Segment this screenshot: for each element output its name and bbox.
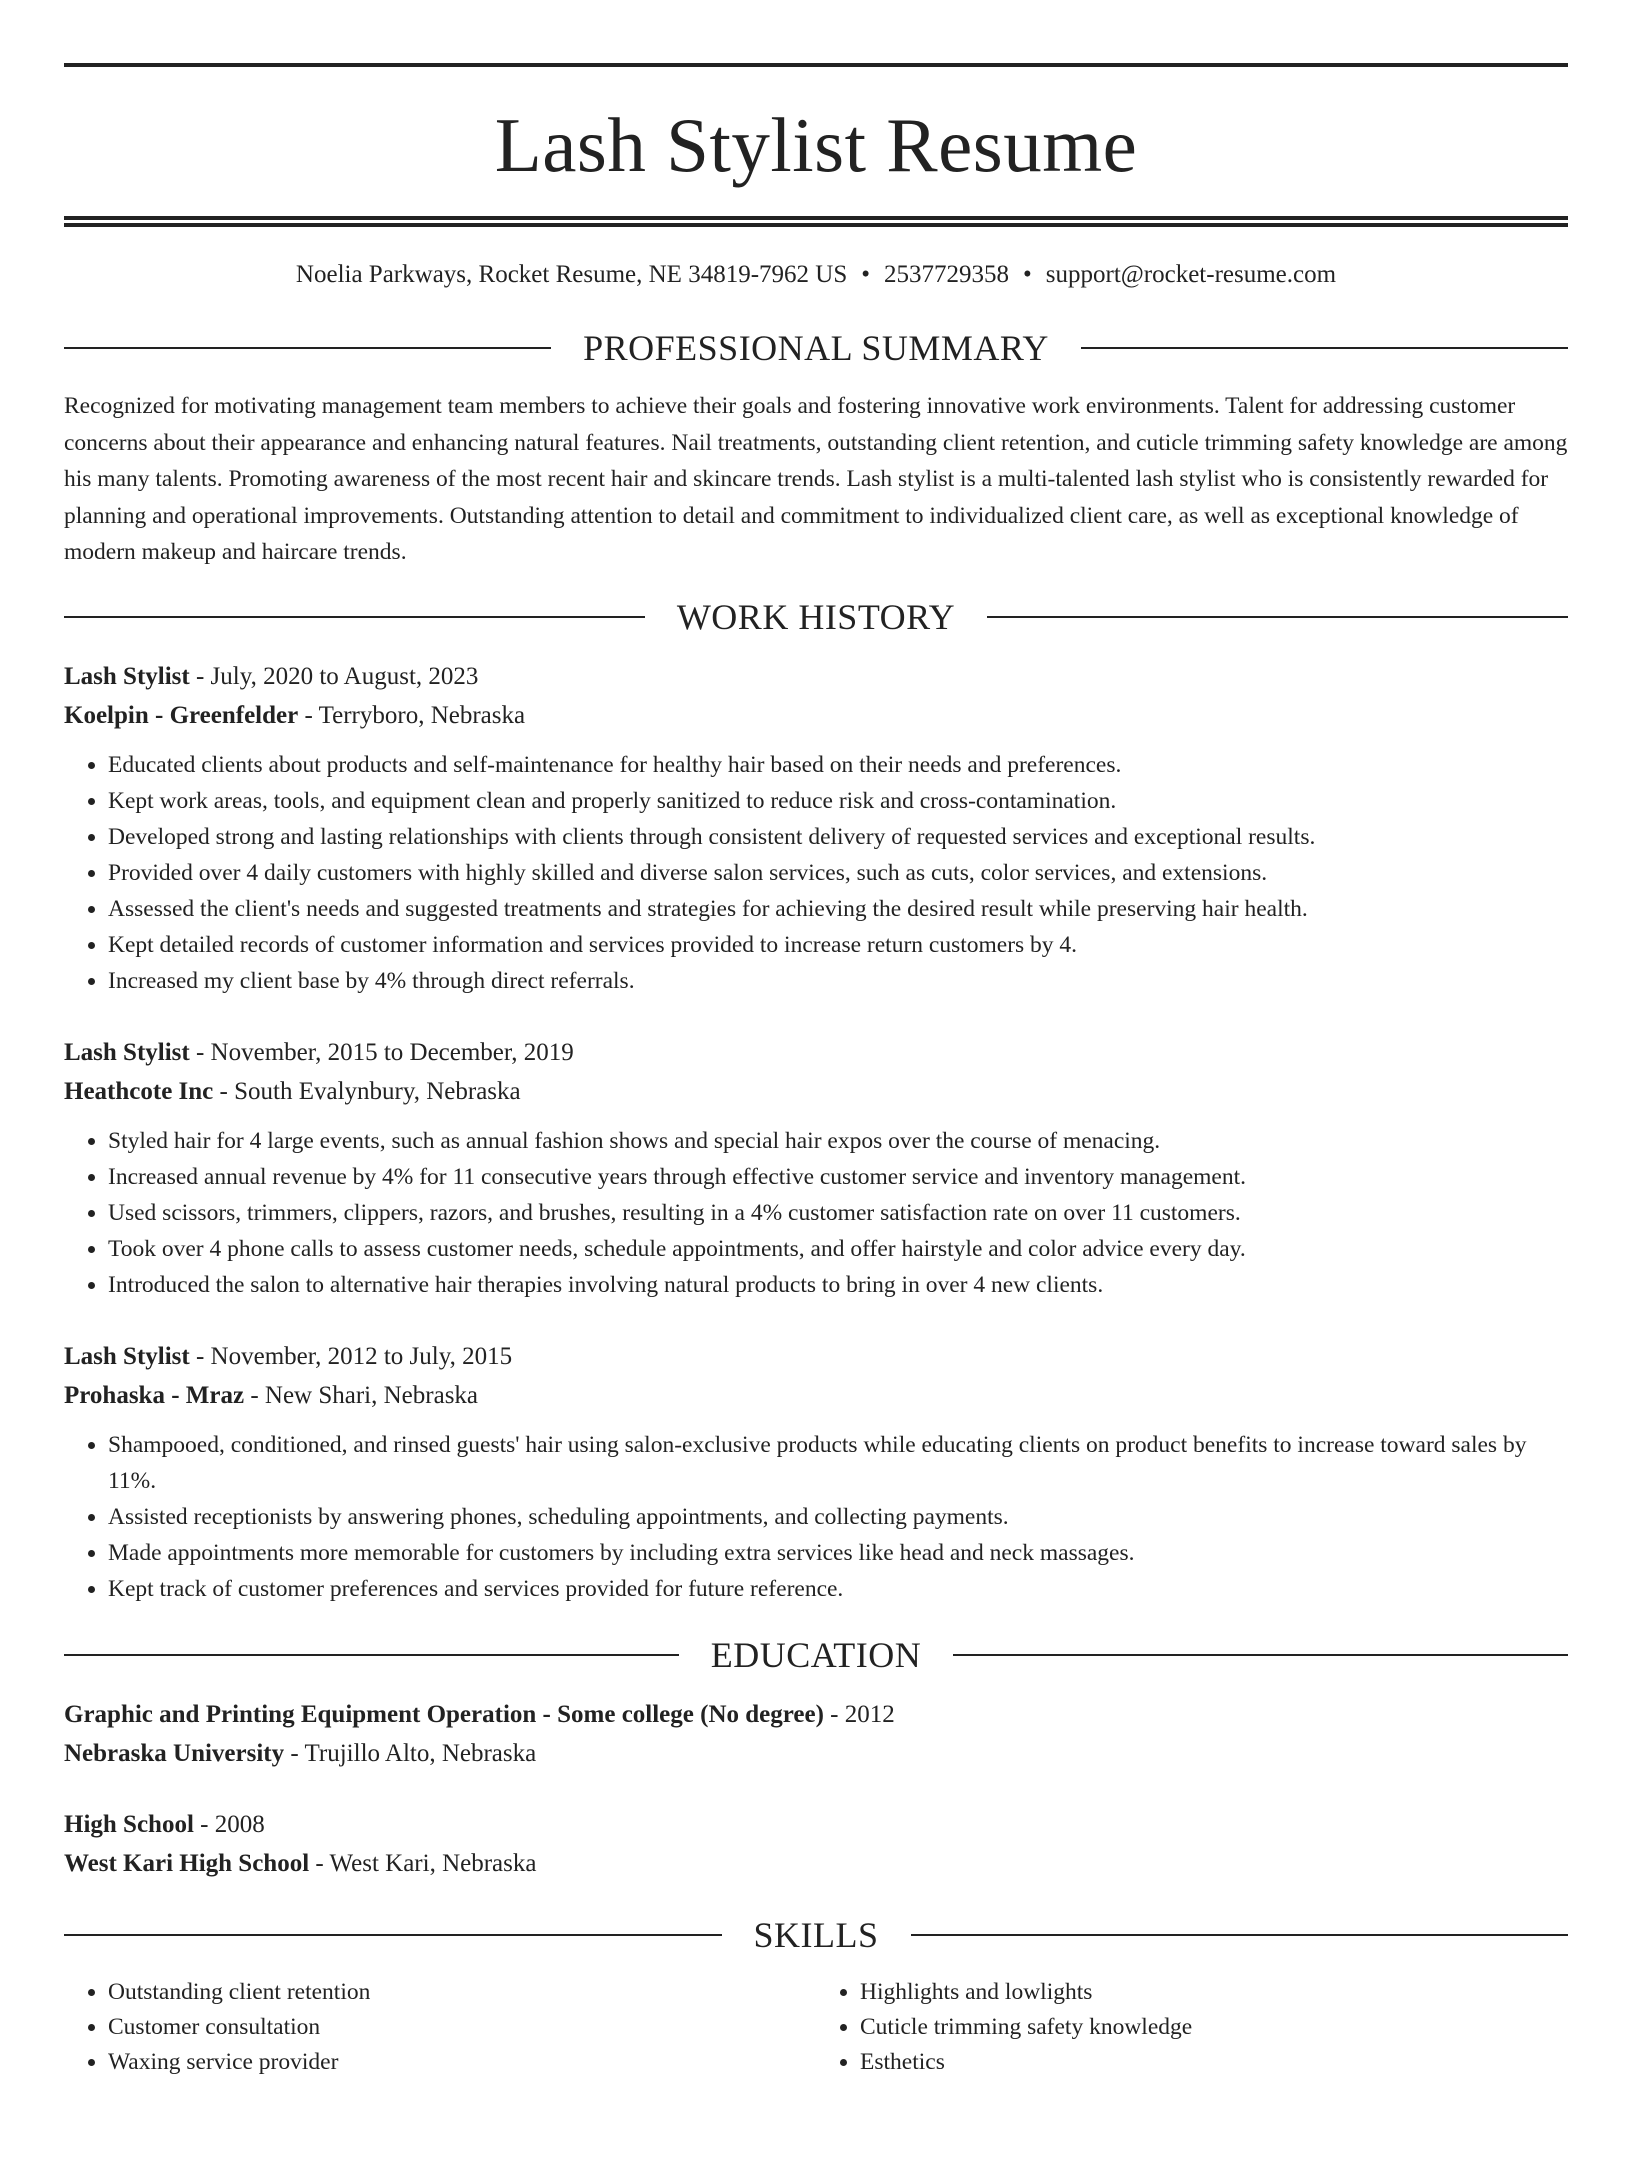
section-title: SKILLS xyxy=(753,1914,879,1955)
job-bullet: • Kept track of customer preferences and services provided for future reference. xyxy=(108,1571,1568,1607)
education-entry xyxy=(64,1805,1568,1883)
heading-rule xyxy=(911,1934,1569,1936)
section-heading-skills xyxy=(64,1914,1568,1955)
job-bullet: • Developed strong and lasting relationships with clients through consistent delivery of requested services and exceptional results. xyxy=(108,819,1568,855)
heading-rule xyxy=(64,1654,679,1656)
title-double-rule xyxy=(64,216,1568,227)
job-bullet: • Introduced the salon to alternative hair therapies involving natural products to bring in over 4 new clients. xyxy=(108,1267,1568,1303)
job-entry xyxy=(64,1033,1568,1303)
job-title: Lash Stylist xyxy=(64,1038,190,1066)
section-title: EDUCATION xyxy=(710,1634,922,1675)
job-company-line xyxy=(64,1072,1568,1111)
job-bullet: • Styled hair for 4 large events, such as annual fashion shows and special hair expos over the course of menacing. xyxy=(108,1123,1568,1159)
job-location: - South Evalynbury, Nebraska xyxy=(213,1077,521,1105)
job-company: Prohaska - Mraz xyxy=(64,1381,245,1409)
job-bullet: • Kept detailed records of customer information and services provided to increase return customers by 4. xyxy=(108,927,1568,963)
job-bullet: • Assessed the client's needs and suggested treatments and strategies for achieving the desired result while preserving hair health. xyxy=(108,891,1568,927)
job-entry xyxy=(64,1337,1568,1607)
job-bullet: • Educated clients about products and self-maintenance for healthy hair based on their needs and preferences. xyxy=(108,747,1568,783)
education-degree: High School xyxy=(64,1810,194,1838)
education-degree-line xyxy=(64,1805,1568,1844)
job-entry xyxy=(64,657,1568,999)
job-company: Koelpin - Greenfelder xyxy=(64,701,299,729)
section-title: WORK HISTORY xyxy=(676,596,956,637)
job-bullets xyxy=(64,1427,1568,1607)
heading-rule xyxy=(987,616,1568,618)
contact-phone: 2537729358 xyxy=(884,261,1009,288)
resume-page xyxy=(0,63,1632,2175)
job-title-line xyxy=(64,1033,1568,1072)
job-bullet: • Increased my client base by 4% through direct referrals. xyxy=(108,963,1568,999)
education-school: West Kari High School xyxy=(64,1849,310,1877)
contact-separator: • xyxy=(861,261,870,288)
job-company-line xyxy=(64,1376,1568,1415)
education-degree: Graphic and Printing Equipment Operation - Some college (No degree) xyxy=(64,1700,824,1728)
skills-column-left xyxy=(64,1975,816,2080)
contact-separator: • xyxy=(1023,261,1032,288)
skills-column-right xyxy=(816,1975,1568,2080)
heading-rule xyxy=(64,616,645,618)
education-location: - West Kari, Nebraska xyxy=(309,1849,537,1877)
heading-rule xyxy=(64,347,551,349)
job-company-line xyxy=(64,696,1568,735)
section-heading-summary xyxy=(64,330,1568,366)
job-bullet: • Kept work areas, tools, and equipment clean and properly sanitized to reduce risk and cross-contamination. xyxy=(108,783,1568,819)
education-school-line xyxy=(64,1734,1568,1773)
education-degree-line xyxy=(64,1695,1568,1734)
resume-title: Lash Stylist Resume xyxy=(494,102,1138,188)
skill-item: • Outstanding client retention xyxy=(108,1975,816,2010)
job-dates: - November, 2012 to July, 2015 xyxy=(189,1342,513,1370)
heading-rule xyxy=(953,1654,1568,1656)
job-bullets xyxy=(64,747,1568,999)
job-bullet: • Provided over 4 daily customers with highly skilled and diverse salon services, such as cuts, color services, and extensions. xyxy=(108,855,1568,891)
job-dates: - November, 2015 to December, 2019 xyxy=(189,1038,574,1066)
job-location: - Terryboro, Nebraska xyxy=(298,701,526,729)
section-heading-education xyxy=(64,1634,1568,1675)
contact-email: support@rocket-resume.com xyxy=(1045,261,1337,288)
education-school-line xyxy=(64,1844,1568,1883)
job-bullet: • Used scissors, trimmers, clippers, razors, and brushes, resulting in a 4% customer satisfaction rate on over 11 customers. xyxy=(108,1195,1568,1231)
job-bullet: • Shampooed, conditioned, and rinsed guests' hair using salon-exclusive products while educating clients on product benefits to increase toward sales by 11%. xyxy=(108,1427,1568,1499)
work-history-list xyxy=(64,657,1568,1607)
job-bullet: • Made appointments more memorable for customers by including extra services like head and neck massages. xyxy=(108,1535,1568,1571)
section-heading-work xyxy=(64,596,1568,637)
job-bullet: • Took over 4 phone calls to assess customer needs, schedule appointments, and offer hairstyle and color advice every day. xyxy=(108,1231,1568,1267)
heading-rule xyxy=(64,1934,722,1936)
education-year: - 2008 xyxy=(193,1810,265,1838)
top-rule xyxy=(64,63,1568,67)
job-title-line xyxy=(64,1337,1568,1376)
job-title: Lash Stylist xyxy=(64,1342,190,1370)
job-bullets xyxy=(64,1123,1568,1303)
job-bullet: • Assisted receptionists by answering phones, scheduling appointments, and collecting payments. xyxy=(108,1499,1568,1535)
job-title: Lash Stylist xyxy=(64,662,190,690)
skill-item: • Customer consultation xyxy=(108,2010,816,2045)
skill-item: • Cuticle trimming safety knowledge xyxy=(860,2010,1568,2045)
section-title: PROFESSIONAL SUMMARY xyxy=(583,328,1049,368)
contact-address: Noelia Parkways, Rocket Resume, NE 34819-7962 US xyxy=(295,261,848,288)
education-entry xyxy=(64,1695,1568,1773)
skill-item: • Waxing service provider xyxy=(108,2045,816,2080)
job-company: Heathcote Inc xyxy=(64,1077,214,1105)
contact-line xyxy=(64,262,1568,287)
heading-rule xyxy=(1081,347,1568,349)
job-location: - New Shari, Nebraska xyxy=(244,1381,479,1409)
skill-item: • Highlights and lowlights xyxy=(860,1975,1568,2010)
education-list xyxy=(64,1695,1568,1883)
education-location: - Trujillo Alto, Nebraska xyxy=(284,1739,537,1767)
summary-paragraph: Recognized for motivating management team members to achieve their goals and fostering innovative work environments. Talent for addressing customer concerns about their appearance and enhancing natural features. Nail treatments, outstanding client retention, and cuticle trimming safety knowledge are among his many talents. Promoting awareness of the most recent hair and skincare trends. Lash stylist is a multi-talented lash stylist who is consistently rewarded for planning and operational improvements. Outstanding attention to detail and commitment to individualized client care, as well as exceptional knowledge of modern makeup and haircare trends. xyxy=(64,393,1568,565)
skills-columns xyxy=(64,1975,1568,2080)
job-dates: - July, 2020 to August, 2023 xyxy=(189,662,479,690)
education-school: Nebraska University xyxy=(64,1739,285,1767)
education-year: - 2012 xyxy=(823,1700,895,1728)
skill-item: • Esthetics xyxy=(860,2045,1568,2080)
job-bullet: • Increased annual revenue by 4% for 11 consecutive years through effective customer service and inventory management. xyxy=(108,1159,1568,1195)
job-title-line xyxy=(64,657,1568,696)
